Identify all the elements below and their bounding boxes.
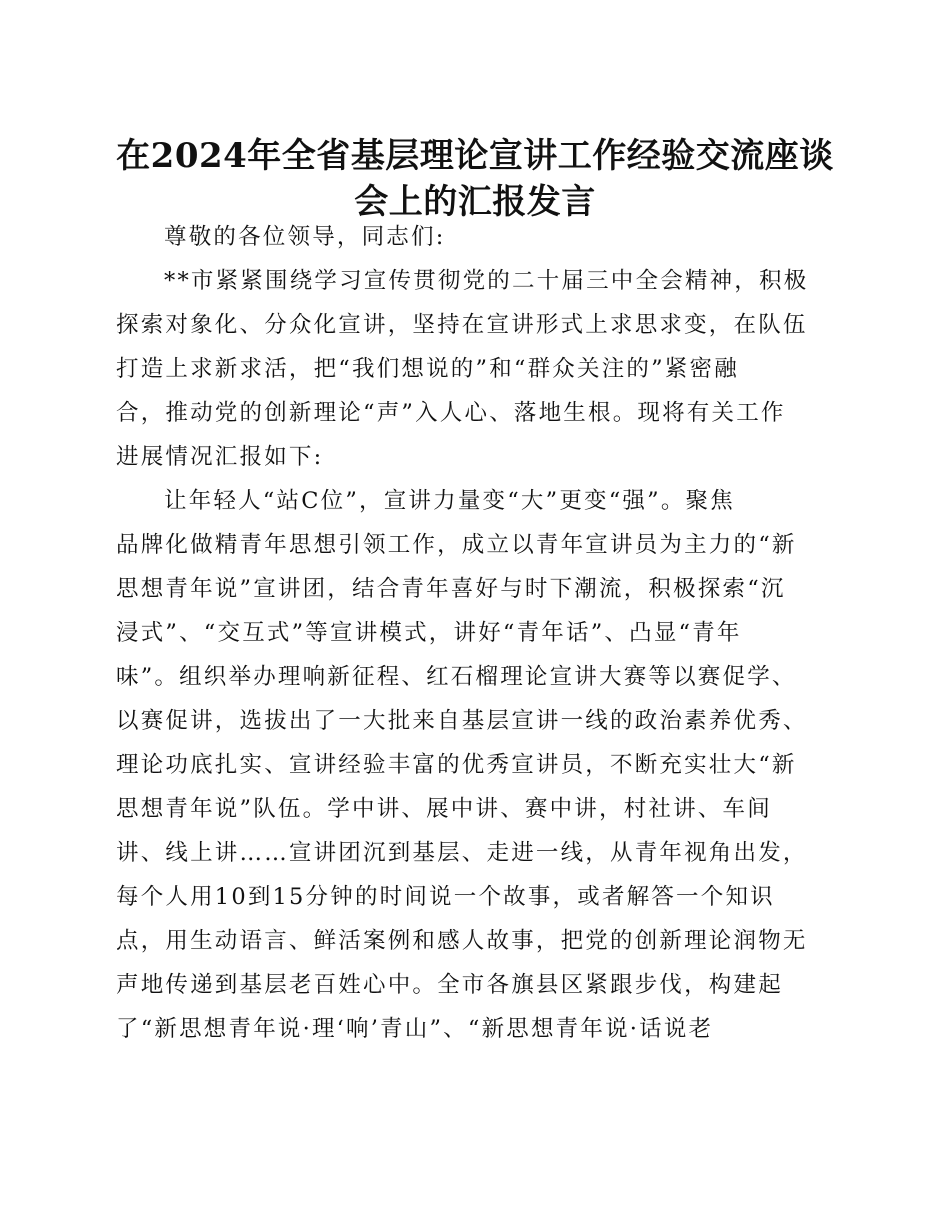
salutation: 尊敬的各位领导，同志们: [164, 224, 446, 250]
document-body [116, 215, 816, 1051]
paragraph-1-line-4: 合，推动党的创新理论“声”入人心、落地生根。现将有关工作 [116, 400, 786, 426]
paragraph-2-line-7: 理论功底扎实、宣讲经验丰富的优秀宣讲员，不断充实壮大“新 [116, 752, 797, 778]
paragraph-2-line-9: 讲、线上讲……宣讲团沉到基层、走进一线，从青年视角出发， [116, 840, 808, 866]
paragraph-2-line-1: 让年轻人“站C位”，宣讲力量变“大”更变“强”。聚焦 [164, 488, 735, 514]
paragraph-2-line-2: 品牌化做精青年思想引领工作，成立以青年宣讲员为主力的“新 [116, 532, 797, 558]
paragraph-2-line-11: 点，用生动语言、鲜活案例和感人故事，把党的创新理论润物无 [116, 928, 808, 954]
paragraph-2-line-3: 思想青年说”宣讲团，结合青年喜好与时下潮流，积极探索“沉 [116, 576, 786, 602]
paragraph-2-line-6: 以赛促讲，选拔出了一大批来自基层宣讲一线的政治素养优秀、 [116, 708, 808, 734]
paragraph-2-line-4: 浸式”、“交互式”等宣讲模式，讲好“青年话”、凸显“青年 [116, 620, 742, 646]
paragraph-2-line-10: 每个人用10到15分钟的时间说一个故事，或者解答一个知识 [116, 884, 775, 910]
paragraph-1-line-2: 探索对象化、分众化宣讲，坚持在宣讲形式上求思求变，在队伍 [116, 312, 808, 338]
paragraph-1-line-3: 打造上求新求活，把“我们想说的”和“群众关注的”紧密融 [116, 356, 739, 382]
paragraph-2-line-12: 声地传递到基层老百姓心中。全市各旗县区紧跟步伐，构建起 [116, 972, 783, 998]
title-line-1: 在2024年全省基层理论宣讲工作经验交流座谈 [116, 136, 834, 176]
paragraph-1-line-5: 进展情况汇报如下: [116, 444, 324, 470]
paragraph-2-line-13: 了“新思想青年说·理‘响’青山”、“新思想青年说·话说老 [116, 1016, 714, 1042]
title-line-2: 会上的汇报发言 [354, 182, 596, 222]
paragraph-2-line-8: 思想青年说”队伍。学中讲、展中讲、赛中讲，村社讲、车间 [116, 796, 772, 822]
document-title [90, 133, 860, 225]
paragraph-1-line-1: **市紧紧围绕学习宣传贯彻党的二十届三中全会精神，积极 [164, 268, 809, 294]
paragraph-2-line-5: 味”。组织举办理响新征程、红石榴理论宣讲大赛等以赛促学、 [116, 664, 797, 690]
